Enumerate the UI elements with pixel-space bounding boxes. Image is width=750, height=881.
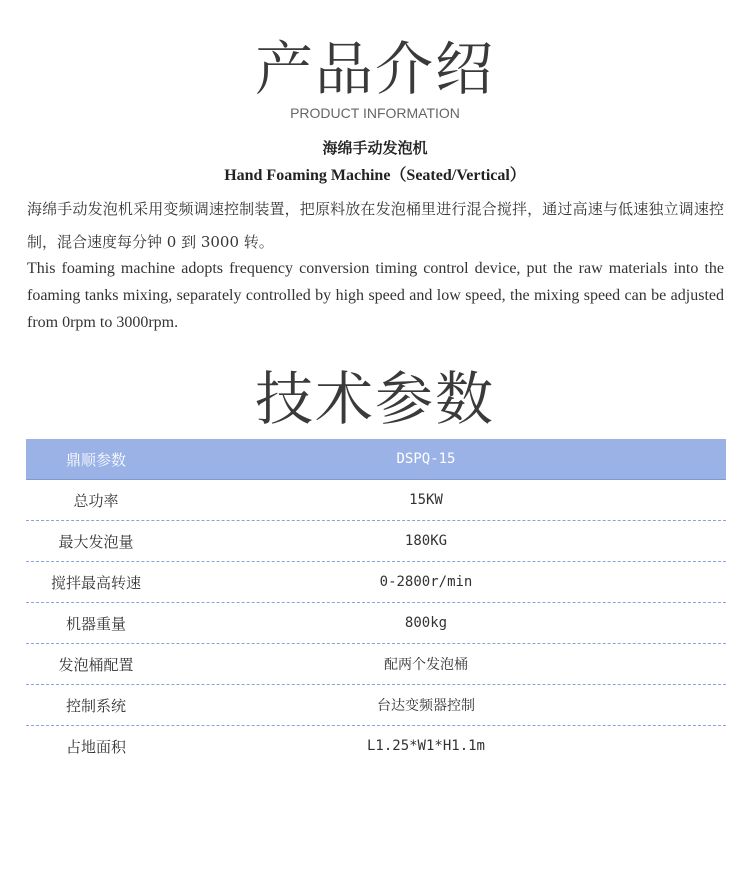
param-name: 最大发泡量 xyxy=(58,532,134,551)
table-row xyxy=(26,480,726,521)
table-row xyxy=(26,644,726,685)
param-name: 发泡桶配置 xyxy=(58,655,134,674)
param-name: 控制系统 xyxy=(65,696,126,715)
product-intro-title: 产品介绍 xyxy=(254,35,495,103)
table-row xyxy=(26,521,726,562)
param-name: 总功率 xyxy=(73,491,119,510)
table-row xyxy=(26,685,726,726)
params-table-header xyxy=(26,439,726,480)
header-name-cell: 鼎顺参数 xyxy=(65,450,126,469)
param-name: 机器重量 xyxy=(65,614,126,633)
param-value: L1.25*W1*H1.1m xyxy=(366,738,485,754)
product-description-chinese: 海绵手动发泡机采用变频调速控制装置，把原料放在发泡桶里进行混合搅拌，通过高速与低速独立调速控制，混合速度每分钟 0 到 3000 转。 xyxy=(27,200,724,251)
header-model-cell: DSPQ-15 xyxy=(396,451,456,467)
param-value: 配两个发泡桶 xyxy=(384,657,468,673)
param-value: 台达变频器控制 xyxy=(377,698,475,714)
param-value: 0-2800r/min xyxy=(379,574,473,590)
product-intro-subtitle: PRODUCT INFORMATION xyxy=(290,105,460,121)
param-name: 搅拌最高转速 xyxy=(50,573,141,592)
table-row xyxy=(26,603,726,644)
param-value: 15KW xyxy=(409,492,443,508)
tech-params-title: 技术参数 xyxy=(254,365,495,433)
product-name-chinese: 海绵手动发泡机 xyxy=(322,139,428,157)
table-row xyxy=(26,726,726,766)
param-name: 占地面积 xyxy=(65,737,126,756)
params-table xyxy=(26,439,726,766)
param-value: 800kg xyxy=(404,615,448,631)
table-row xyxy=(26,562,726,603)
param-value: 180KG xyxy=(404,533,448,549)
product-name-english: Hand Foaming Machine（Seated/Vertical） xyxy=(224,167,526,184)
product-description-english: This foaming machine adopts frequency conversion timing control device, put the raw materials into the foaming tanks mixing, separately controlled by high speed and low speed, the mixing speed can be adjusted from 0rpm to 3000rpm. xyxy=(27,260,724,331)
